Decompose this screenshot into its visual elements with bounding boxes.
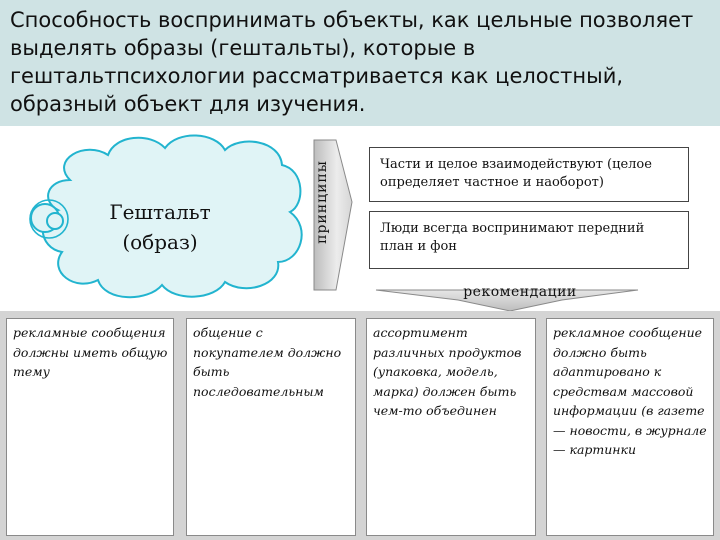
recommendation-box-1 — [6, 318, 174, 536]
principle-text-2: Люди всегда воспринимают передний план и фон — [380, 221, 645, 254]
principle-box-1 — [369, 147, 689, 202]
recommendation-box-4 — [546, 318, 714, 536]
principle-box-2 — [369, 211, 689, 269]
recommendation-box-3 — [366, 318, 536, 536]
principles-label: принципы — [314, 160, 330, 244]
recommendations-label: рекомендации — [463, 284, 577, 300]
recommendation-text-2: общение с покупателем должно быть последовательным — [193, 325, 342, 399]
recommendation-text-3: ассортимент различных продуктов (упаковка, модель, марка) должен быть чем-то объединен — [373, 325, 522, 418]
header-text: Способность воспринимать объекты, как цельные позволяет выделять образы (гештальты), которые в гештальтпсихологии рассматривается как целостный, образный объект для изучения. — [10, 8, 694, 116]
principle-text-1: Части и целое взаимодействуют (целое определяет частное и наоборот) — [380, 157, 652, 190]
cloud-label: Гештальт (образ) — [109, 200, 211, 254]
cloud-bubble-medium — [47, 213, 63, 229]
recommendation-text-1: рекламные сообщения должны иметь общую тему — [13, 325, 168, 379]
recommendation-box-2 — [186, 318, 356, 536]
recommendation-text-4: рекламное сообщение должно быть адаптировано к средствам массовой информации (в газете — новости, в журнале — картинки — [553, 325, 707, 457]
